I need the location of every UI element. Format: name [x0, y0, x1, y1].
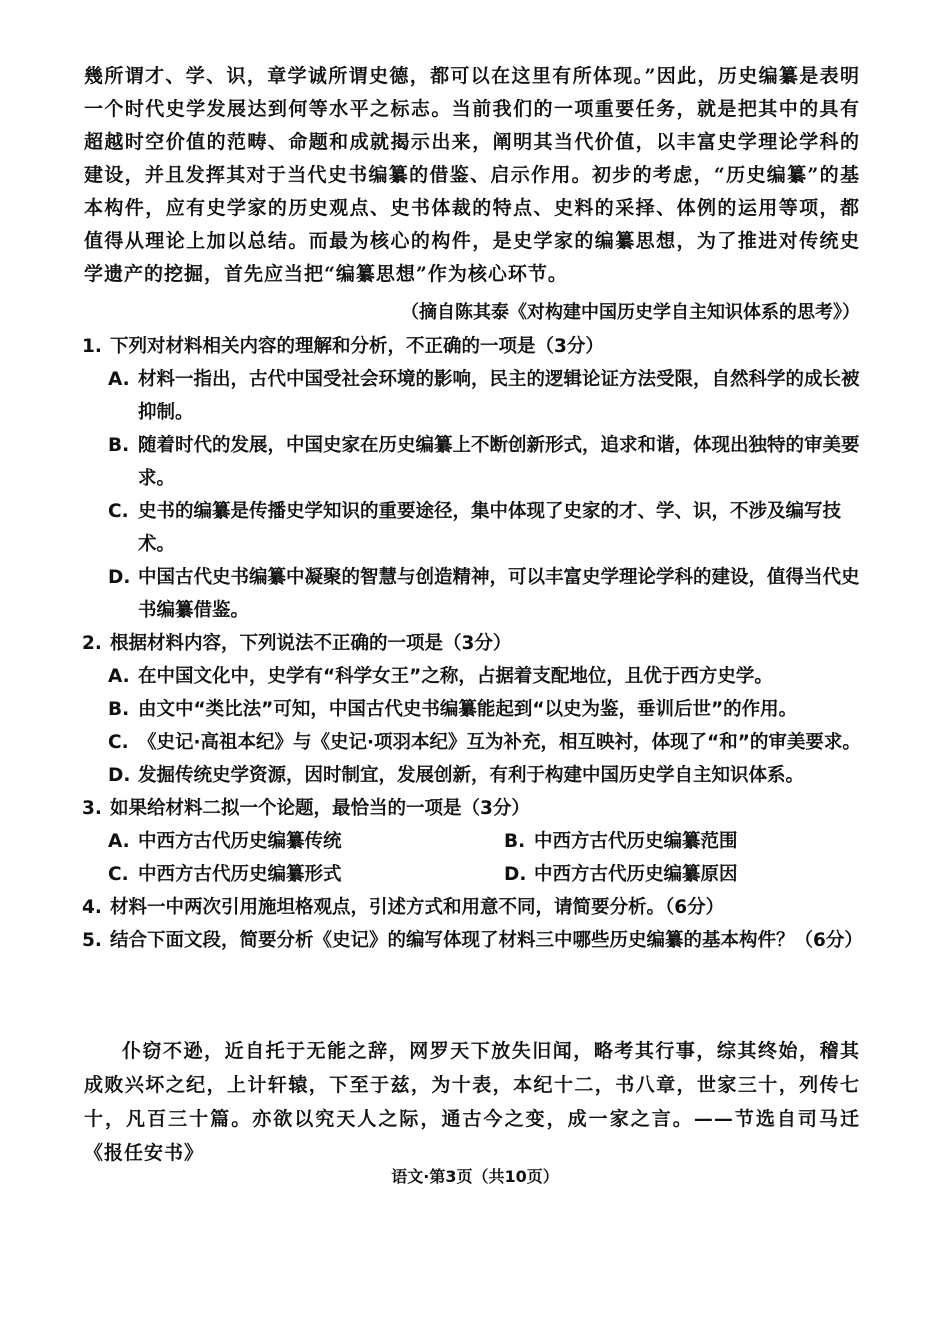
- option-text: 中西方古代历史编纂范围: [534, 831, 738, 852]
- question-4: [82, 891, 866, 924]
- option-b: [504, 825, 864, 858]
- option-c: [108, 858, 504, 891]
- question-stem: 根据材料内容，下列说法不正确的一项是（3分）: [110, 633, 512, 654]
- option-a: [108, 825, 504, 858]
- option-grid: [82, 825, 866, 891]
- option-text: 中西方古代历史编纂形式: [138, 864, 342, 885]
- option-text: 在中国文化中，史学有“科学女王”之称，占据着支配地位，且优于西方史学。: [138, 666, 773, 687]
- option-b: [82, 429, 866, 495]
- option-text: 由文中“类比法”可知，中国古代史书编纂能起到“以史为鉴，垂训后世”的作用。: [138, 699, 798, 720]
- option-text: 史书的编纂是传播史学知识的重要途径，集中体现了史家的才、学、识，不涉及编写技术。: [138, 501, 842, 555]
- option-text: 材料一指出，古代中国受社会环境的影响，民主的逻辑论证方法受限，自然科学的成长被抑制。: [138, 369, 860, 423]
- option-letter: D.: [108, 567, 131, 588]
- option-text: 发掘传统史学资源，因时制宜，发展创新，有利于构建中国历史学自主知识体系。: [138, 765, 805, 786]
- option-letter: B.: [504, 831, 526, 852]
- option-letter: B.: [108, 435, 130, 456]
- option-letter: A.: [108, 831, 130, 852]
- option-letter: A.: [108, 666, 130, 687]
- question-number: 2.: [82, 633, 102, 654]
- option-letter: C.: [108, 501, 129, 522]
- option-letter: B.: [108, 699, 130, 720]
- question-stem: 下列对材料相关内容的理解和分析，不正确的一项是（3分）: [110, 336, 604, 357]
- option-text: 中西方古代历史编纂原因: [534, 864, 738, 885]
- option-text: 随着时代的发展，中国史家在历史编纂上不断创新形式，追求和谐，体现出独特的审美要求。: [138, 435, 860, 489]
- source-excerpt: 仆窃不逊，近自托于无能之辞，网罗天下放失旧闻，略考其行事，综其终始，稽其成败兴坏之纪，上计轩辕，下至于兹，为十表，本纪十二，书八章，世家三十，列传七十，凡百三十篇。亦欲以究天人之际，通古今之变，成一家之言。——节选自司马迁《报任安书》: [84, 1040, 860, 1164]
- option-d: [504, 858, 864, 891]
- question-3: [82, 792, 866, 891]
- option-letter: C.: [108, 732, 129, 753]
- page-footer: 语文·第3页（共10页）: [391, 1167, 559, 1186]
- option-c: [82, 495, 866, 561]
- option-a: [82, 363, 866, 429]
- option-c: [82, 726, 866, 759]
- question-number: 3.: [82, 798, 102, 819]
- option-letter: D.: [504, 864, 527, 885]
- option-d: [82, 759, 866, 792]
- reading-passage: [84, 60, 860, 291]
- passage-text: 幾所谓才、学、识，章学诚所谓史德，都可以在这里有所体现。”因此，历史编纂是表明一个时代史学发展达到何等水平之标志。当前我们的一项重要任务，就是把其中的具有超越时空价值的范畴、命题和成就揭示出来，阐明其当代价值，以丰富史学理论学科的建设，并且发挥其对于当代史书编纂的借鉴、启示作用。初步的考虑，“历史编纂”的基本构件，应有史学家的历史观点、史书体裁的特点、史料的采择、体例的运用等项，都值得从理论上加以总结。而最为核心的构件，是史学家的编纂思想，为了推进对传统史学遗产的挖掘，首先应当把“编纂思想”作为核心环节。: [84, 65, 860, 285]
- option-d: [82, 561, 866, 627]
- option-text: 中西方古代历史编纂传统: [138, 831, 342, 852]
- option-letter: D.: [108, 765, 131, 786]
- question-number: 5.: [82, 930, 102, 951]
- question-stem: 材料一中两次引用施坦格观点，引述方式和用意不同，请简要分析。（6分）: [110, 897, 725, 918]
- question-stem: 如果给材料二拟一个论题，最恰当的一项是（3分）: [110, 798, 530, 819]
- question-2: [82, 627, 866, 792]
- option-letter: A.: [108, 369, 130, 390]
- question-number: 4.: [82, 897, 102, 918]
- option-text: 中国古代史书编纂中凝聚的智慧与创造精神，可以丰富史学理论学科的建设，值得当代史书编纂借鉴。: [138, 567, 860, 621]
- option-letter: C.: [108, 864, 129, 885]
- option-text: 《史记·高祖本纪》与《史记·项羽本纪》互为补充，相互映衬，体现了“和”的审美要求。: [138, 732, 861, 753]
- option-a: [82, 660, 866, 693]
- passage-citation: （摘自陈其泰《对构建中国历史学自主知识体系的思考》）: [401, 302, 860, 323]
- question-stem: 结合下面文段，简要分析《史记》的编写体现了材料三中哪些历史编纂的基本构件？（6分）: [110, 930, 863, 951]
- question-5: [82, 924, 866, 957]
- question-list: [82, 330, 866, 957]
- question-1: [82, 330, 866, 627]
- option-b: [82, 693, 866, 726]
- question-number: 1.: [82, 336, 102, 357]
